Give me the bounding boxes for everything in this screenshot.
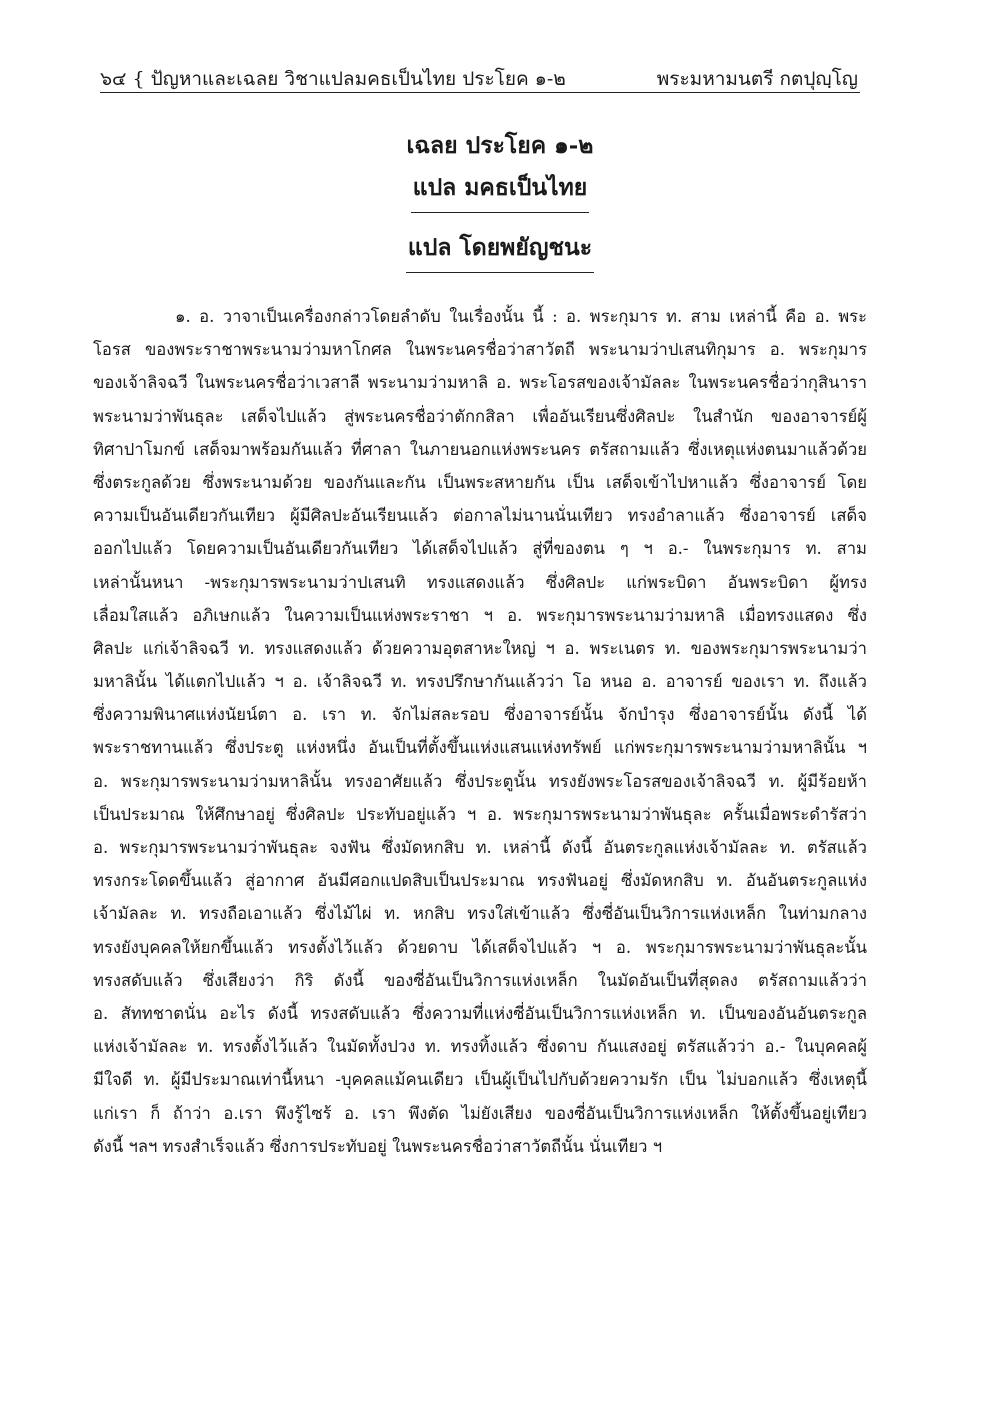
method-heading-text: แปล โดยพยัญชนะ xyxy=(406,230,594,273)
body-line: แห่งเจ้ามัลละ ท. ทรงตั้งไว้แล้ว ในมัดทั้งปวง ท. ทรงทิ้งแล้ว ซึ่งดาบ กันแสงอยู่ ตรัสแล้วว่า อ.- ในบุคคลผู้ xyxy=(93,1037,867,1057)
body-line: ซึ่งความพินาศแห่งนัยน์ตา อ. เรา ท. จักไม่สละรอบ ซึ่งอาจารย์นั้น จักบำรุง ซึ่งอาจารย์นั้น ดังนี้ ได้ xyxy=(93,705,867,725)
translation-body xyxy=(93,300,867,1163)
body-line: อ. พระกุมารพระนามว่าพันธุละ จงฟัน ซึ่งมัดหกสิบ ท. เหล่านี้ ดังนี้ อันตระกูลแห่งเจ้ามัลละ ท. ตรัสแล้ว xyxy=(93,838,867,857)
body-line: พระนามว่าพันธุละ เสด็จไปแล้ว สู่พระนครชื่อว่าตักกสิลา เพื่ออันเรียนซึ่งศิลปะ ในสำนัก ของอาจารย์ผู้ xyxy=(93,406,867,426)
body-line: โอรส ของพระราชาพระนามว่ามหาโกศล ในพระนครชื่อว่าสาวัตถี พระนามว่าปเสนทิกุมาร อ. พระกุมาร xyxy=(93,340,867,360)
body-line: ทรงสดับแล้ว ซึ่งเสียงว่า กิริ ดังนี้ ของซี่อันเป็นวิการแห่งเหล็ก ในมัดอันเป็นที่สุดลง ตรัสถามแล้วว่า xyxy=(93,970,867,990)
body-line: พระราชทานแล้ว ซึ่งประตู แห่งหนึ่ง อันเป็นที่ตั้งขึ้นแห่งแสนแห่งทรัพย์ แก่พระกุมารพระนามว่ามหาลินั้น ฯ xyxy=(93,738,867,758)
body-line: ซึ่งตระกูลด้วย ซึ่งพระนามด้วย ของกันและกัน เป็นพระสหายกัน เป็น เสด็จเข้าไปหาแล้ว ซึ่งอาจารย์ โดย xyxy=(93,472,867,492)
body-line: ทิศาปาโมกข์ เสด็จมาพร้อมกันแล้ว ที่ศาลา ในภายนอกแห่งพระนคร ตรัสถามแล้ว ซึ่งเหตุแห่งตนมาแล้วด้วย xyxy=(93,439,867,459)
body-line: มีใจดี ท. ผู้มีประมาณเท่านี้หนา -บุคคลแม้คนเดียว เป็นผู้เป็นไปกับด้วยความรัก เป็น ไม่บอกแล้ว ซึ่งเหตุนี้ xyxy=(93,1070,867,1090)
body-line: ของเจ้าลิจฉวี ในพระนครชื่อว่าเวสาลี พระนามว่ามหาลิ อ. พระโอรสของเจ้ามัลละ ในพระนครชื่อว่ากุสินารา xyxy=(93,373,867,393)
body-line: ดังนี้ ฯลฯ ทรงสำเร็จแล้ว ซึ่งการประทับอยู่ ในพระนครชื่อว่าสาวัตถีนั้น นั่นเทียว ฯ xyxy=(93,1136,663,1156)
answer-heading xyxy=(0,128,1000,164)
method-heading xyxy=(0,230,1000,273)
body-line: มหาลินั้น ได้แตกไปแล้ว ฯ อ. เจ้าลิจฉวี ท. ทรงปรึกษากันแล้วว่า โอ หนอ อ. อาจารย์ ของเรา ท. ถึงแล้ว xyxy=(93,672,867,692)
header-book-title: ๖๔ { ปัญหาและเฉลย วิชาแปลมคธเป็นไทย ประโยค ๑-๒ xyxy=(100,68,566,90)
body-line: อ. พระกุมารพระนามว่ามหาลินั้น ทรงอาศัยแล้ว ซึ่งประตูนั้น ทรงยังพระโอรสของเจ้าลิจฉวี ท. ผู้มีร้อยห้า xyxy=(93,771,867,791)
body-line: เจ้ามัลละ ท. ทรงถือเอาแล้ว ซึ่งไม้ไผ่ ท. หกสิบ ทรงใส่เข้าแล้ว ซึ่งซี่อันเป็นวิการแห่งเหล็ก ในท่ามกลาง xyxy=(93,904,867,924)
body-line: เหล่านั้นหนา -พระกุมารพระนามว่าปเสนทิ ทรงแสดงแล้ว ซึ่งศิลปะ แก่พระบิดา อันพระบิดา ผู้ทรง xyxy=(93,572,867,592)
body-line: ทรงยังบุคคลให้ยกขึ้นแล้ว ทรงตั้งไว้แล้ว ด้วยดาบ ได้เสด็จไปแล้ว ฯ อ. พระกุมารพระนามว่าพันธุละนั้น xyxy=(93,937,867,957)
body-line: อ. สัททชาตนั่น อะไร ดังนี้ ทรงสดับแล้ว ซึ่งความที่แห่งซี่อันเป็นวิการแห่งเหล็ก ท. เป็นของอันอันตระกูล xyxy=(93,1003,867,1023)
body-line: ออกไปแล้ว โดยความเป็นอันเดียวกันเทียว ได้เสด็จไปแล้ว สู่ที่ของตน ๆ ฯ อ.- ในพระกุมาร ท. สาม xyxy=(93,539,867,559)
header-author: พระมหามนตรี กตปุญฺโญ xyxy=(656,68,858,90)
subject-heading xyxy=(0,170,1000,213)
answer-heading-text: เฉลย ประโยค ๑-๒ xyxy=(406,132,594,159)
body-line: ทรงกระโดดขึ้นแล้ว สู่อากาศ อันมีศอกแปดสิบเป็นประมาณ ทรงฟันอยู่ ซึ่งมัดหกสิบ ท. อันอันตระกูลแห่ง xyxy=(93,871,867,891)
running-header xyxy=(100,58,860,93)
subject-heading-text: แปล มคธเป็นไทย xyxy=(411,170,590,213)
body-line: เลื่อมใสแล้ว อภิเษกแล้ว ในความเป็นแห่งพระราชา ฯ อ. พระกุมารพระนามว่ามหาลิ เมื่อทรงแสดง ซึ่ง xyxy=(93,605,867,625)
body-line: ศิลปะ แก่เจ้าลิจฉวี ท. ทรงแสดงแล้ว ด้วยความอุตสาหะใหญ่ ฯ อ. พระเนตร ท. ของพระกุมารพระนามว่า xyxy=(93,638,867,658)
body-line: เป็นประมาณ ให้ศึกษาอยู่ ซึ่งศิลปะ ประทับอยู่แล้ว ฯ อ. พระกุมารพระนามว่าพันธุละ ครั้นเมื่อพระดำรัสว่า xyxy=(93,804,867,824)
body-line: ๑. อ. วาจาเป็นเครื่องกล่าวโดยลำดับ ในเรื่องนั้น นี้ : อ. พระกุมาร ท. สาม เหล่านี้ คือ อ. พระ xyxy=(175,307,867,326)
body-line: แก่เรา ก็ ถ้าว่า อ.เรา พึงรู้ไซร้ อ. เรา พึงตัด ไม่ยังเสียง ของซี่อันเป็นวิการแห่งเหล็ก ให้ตั้งขึ้นอยู่เทียว xyxy=(93,1103,867,1123)
body-line: ความเป็นอันเดียวกันเทียว ผู้มีศิลปะอันเรียนแล้ว ต่อกาลไม่นานนั่นเทียว ทรงอำลาแล้ว ซึ่งอาจารย์ เสด็จ xyxy=(93,506,867,526)
